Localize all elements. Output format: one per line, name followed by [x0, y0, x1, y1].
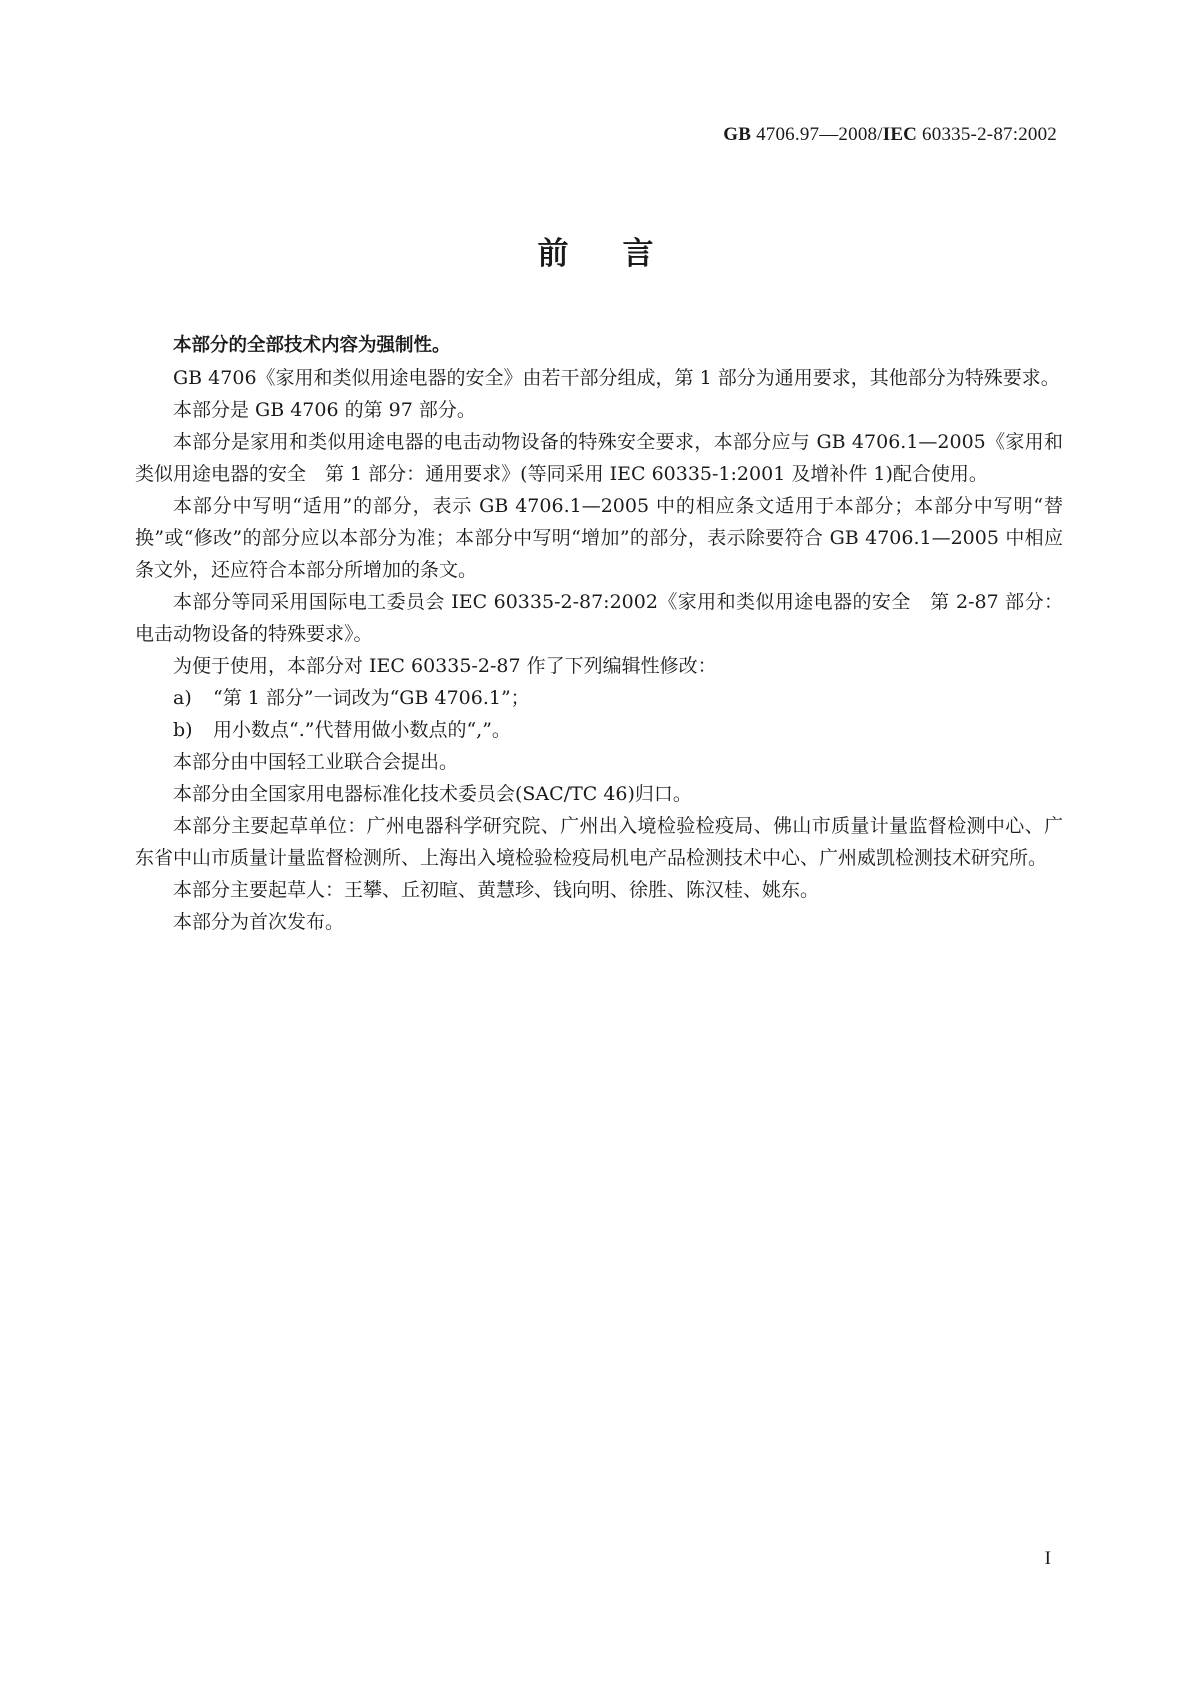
paragraph-committee: 本部分由全国家用电器标准化技术委员会(SAC/TC 46)归口。: [173, 783, 692, 805]
standard-code: [723, 124, 1057, 146]
standard-code-iec: IEC: [882, 124, 918, 145]
page-title: 前言: [537, 236, 708, 272]
paragraph-composition: GB 4706《家用和类似用途电器的安全》由若干部分组成，第 1 部分为通用要求，其他部分为特殊要求。: [173, 367, 1060, 389]
list-item-text: 用小数点“.”代替用做小数点的“,”。: [213, 719, 511, 741]
paragraph-equivalence: 本部分等同采用国际电工委员会 IEC 60335-2-87:2002《家用和类似用途电器的安全 第 2-87 部分：电击动物设备的特殊要求》。: [135, 591, 1063, 645]
document-body: [135, 330, 1063, 938]
paragraph-proposer: 本部分由中国轻工业联合会提出。: [173, 751, 459, 773]
standard-code-iec-number: 60335-2-87:2002: [917, 124, 1057, 145]
list-marker: b): [173, 719, 193, 741]
paragraph-drafters: 本部分主要起草人：王攀、丘初暄、黄慧珍、钱向明、徐胜、陈汉桂、姚东。: [173, 879, 820, 901]
list-item: [135, 682, 1063, 714]
standard-code-number: 4706.97—2008/: [751, 124, 883, 145]
list-item: [135, 714, 1063, 746]
paragraph-scope: 本部分是家用和类似用途电器的电击动物设备的特殊安全要求，本部分应与 GB 4706.1—2005《家用和类似用途电器的安全 第 1 部分：通用要求》(等同采用 IEC 60335-1:2001 及增补件 1)配合使用。: [135, 431, 1063, 485]
paragraph-first-release: 本部分为首次发布。: [173, 911, 345, 933]
mandatory-statement: 本部分的全部技术内容为强制性。: [173, 335, 451, 356]
page-number: I: [1044, 1548, 1051, 1569]
paragraph-drafting-units: 本部分主要起草单位：广州电器科学研究院、广州出入境检验检疫局、佛山市质量计量监督检测中心、广东省中山市质量计量监督检测所、上海出入境检验检疫局机电产品检测技术中心、广州威凯检测技术研究所。: [135, 815, 1063, 869]
standard-code-gb: GB: [723, 124, 752, 145]
paragraph-modifications-intro: 为便于使用，本部分对 IEC 60335-2-87 作了下列编辑性修改：: [173, 655, 717, 677]
paragraph-part-number: 本部分是 GB 4706 的第 97 部分。: [173, 399, 476, 421]
list-marker: a): [173, 687, 192, 709]
paragraph-applicability: 本部分中写明“适用”的部分，表示 GB 4706.1—2005 中的相应条文适用于本部分；本部分中写明“替换”或“修改”的部分应以本部分为准；本部分中写明“增加”的部分，表示除要符合 GB 4706.1—2005 中相应条文外，还应符合本部分所增加的条文。: [135, 495, 1063, 581]
list-item-text: “第 1 部分”一词改为“GB 4706.1”；: [213, 687, 530, 709]
